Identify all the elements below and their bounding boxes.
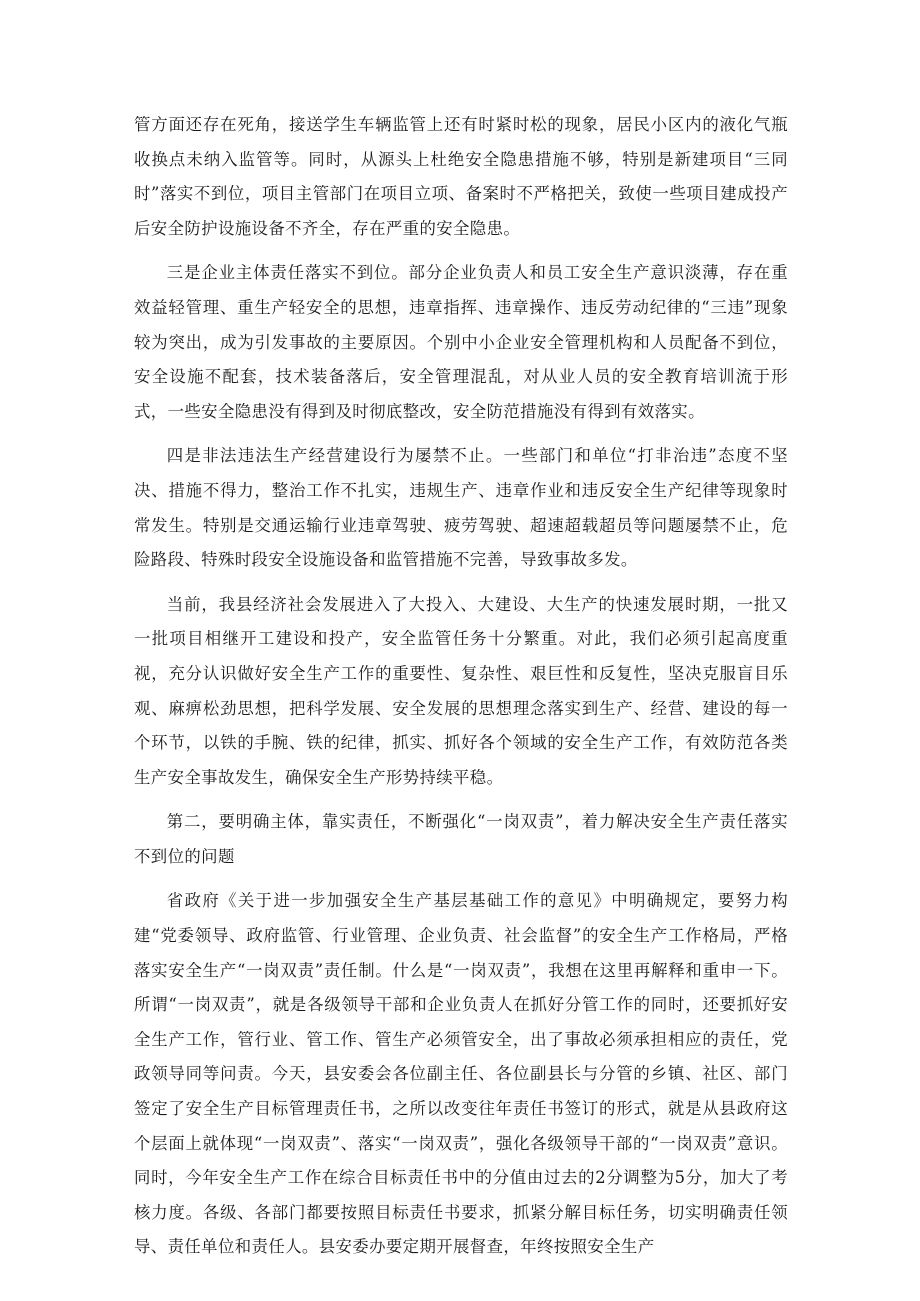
paragraph-current-situation: 当前，我县经济社会发展进入了大投入、大建设、大生产的快速发展时期，一批又一批项目相继开工建设和投产，安全监管任务十分繁重。对此，我们必须引起高度重视，充分认识做好安全生产工作的重要性、复杂性、艰巨性和反复性，坚决克服盲目乐观、麻痹松劲思想，把科学发展、安全发展的思想理念落实到生产、经营、建设的每一个环节，以铁的手腕、铁的纪律，抓实、抓好各个领域的安全生产工作，有效防范各类生产安全事故发生，确保安全生产形势持续平稳。 (134, 594, 788, 787)
paragraph-continued-regulation-gaps: 管方面还存在死角，接送学生车辆监管上还有时紧时松的现象，居民小区内的液化气瓶收换点未纳入监管等。同时，从源头上杜绝安全隐患措施不够，特别是新建项目“三同时”落实不到位，项目主管部门在项目立项、备案时不严格把关，致使一些项目建成投产后安全防护设施设备不齐全，存在严重的安全隐患。 (134, 115, 788, 238)
paragraph-illegal-production: 四是非法违法生产经营建设行为屡禁不止。一些部门和单位“打非治违”态度不坚决、措施不得力，整治工作不扎实，违规生产、违章作业和违反安全生产纪律等现象时常发生。特别是交通运输行业违章驾驶、疲劳驾驶、超速超载超员等问题屡禁不止，危险路段、特殊时段安全设施设备和监管措施不完善，导致事故多发。 (134, 446, 788, 570)
document-body (134, 108, 788, 1275)
section-heading-second-point: 第二，要明确主体，靠实责任，不断强化“一岗双责”，着力解决安全生产责任落实不到位的问题 (134, 812, 788, 866)
paragraph-one-post-two-duties: 省政府《关于进一步加强安全生产基层基础工作的意见》中明确规定，要努力构建“党委领导、政府监管、行业管理、企业负责、社会监督”的安全生产工作格局，严格落实安全生产“一岗双责”责任制。什么是“一岗双责”，我想在这里再解释和重申一下。所谓“一岗双责”，就是各级领导干部和企业负责人在抓好分管工作的同时，还要抓好安全生产工作，管行业、管工作、管生产必须管安全，出了事故必须承担相应的责任，党政领导同等问责。今天，县安委会各位副主任、各位副县长与分管的乡镇、社区、部门签定了安全生产目标管理责任书，之所以改变往年责任书签订的形式，就是从县政府这个层面上就体现“一岗双责”、落实“一岗双责”，强化各级领导干部的“一岗双责”意识。同时，今年安全生产工作在综合目标责任书中的分值由过去的2分调整为5分，加大了考核力度。各级、各部门都要按照目标责任书要求，抓紧分解目标任务，切实明确责任领导、责任单位和责任人。县安委办要定期开展督查，年终按照安全生产 (134, 891, 788, 1257)
paragraph-enterprise-responsibility: 三是企业主体责任落实不到位。部分企业负责人和员工安全生产意识淡薄，存在重效益轻管理、重生产轻安全的思想，违章指挥、违章操作、违反劳动纪律的“三违”现象较为突出，成为引发事故的主要原因。个别中小企业安全管理机构和人员配备不到位，安全设施不配套，技术装备落后，安全管理混乱，对从业人员的安全教育培训流于形式，一些安全隐患没有得到及时彻底整改，安全防范措施没有得到有效落实。 (134, 263, 788, 421)
